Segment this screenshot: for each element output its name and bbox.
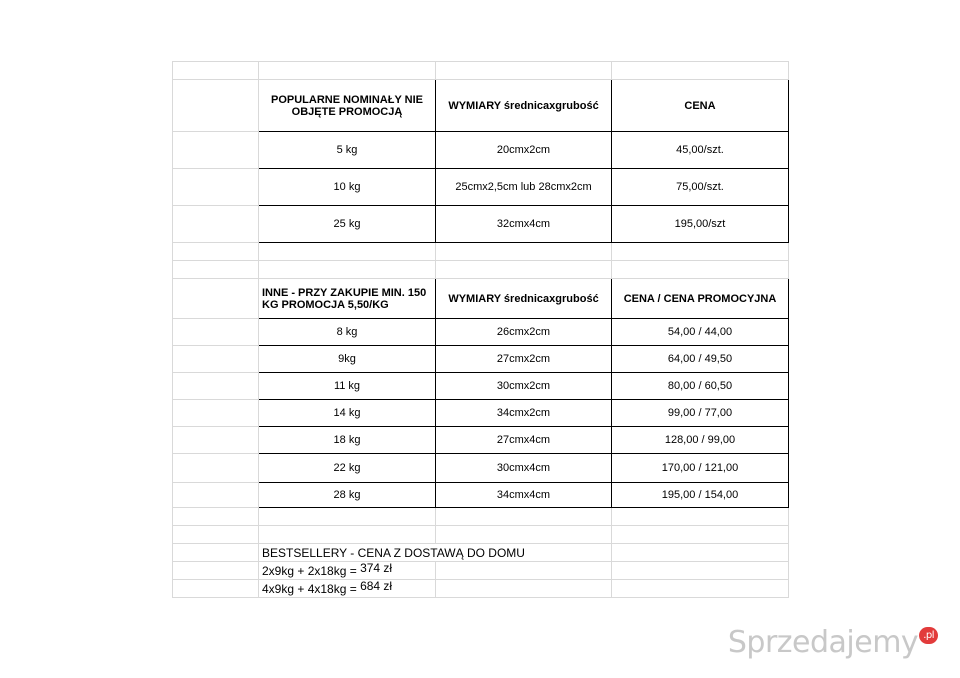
table2-dimensions: 34cmx4cm [436,483,612,508]
table1-row [173,132,789,169]
table2-row [173,483,789,508]
bestseller-item [173,562,789,580]
table2-row [173,427,789,454]
table2-header-price: CENA / CENA PROMOCYJNA [612,279,789,319]
bestseller-item [173,580,789,598]
table2-weight: 18 kg [259,427,436,454]
table2-price: 170,00 / 121,00 [612,454,789,483]
table2-row [173,346,789,373]
bestseller-label: 2x9kg + 2x18kg = [262,563,357,578]
bestseller-label: 4x9kg + 4x18kg = [262,581,357,596]
table2-row [173,373,789,400]
bestseller-price: 374 zł [360,561,393,575]
table2-weight: 9kg [259,346,436,373]
watermark-suffix: .pl [919,627,938,644]
table1-dimensions: 32cmx4cm [436,206,612,243]
table2-price: 99,00 / 77,00 [612,400,789,427]
empty-row [173,261,789,279]
table2-weight: 14 kg [259,400,436,427]
table2-weight: 11 kg [259,373,436,400]
empty-row [173,508,789,526]
table2-price: 195,00 / 154,00 [612,483,789,508]
table2-weight: 22 kg [259,454,436,483]
table2-price: 54,00 / 44,00 [612,319,789,346]
table1-header-dimensions: WYMIARY średnicaxgrubość [436,80,612,132]
table1-weight: 25 kg [259,206,436,243]
table2-header-weight: INNE - PRZY ZAKUPIE MIN. 150 KG PROMOCJA 5,50/KG [259,279,436,319]
table1-price: 75,00/szt. [612,169,789,206]
table2-row [173,454,789,483]
table2-price: 64,00 / 49,50 [612,346,789,373]
table1-weight: 10 kg [259,169,436,206]
table2-dimensions: 27cmx2cm [436,346,612,373]
bestsellers-title: BESTSELLERY - CENA Z DOSTAWĄ DO DOMU [259,544,612,562]
table2-dimensions: 30cmx4cm [436,454,612,483]
watermark-logo [728,625,938,660]
empty-row [173,243,789,261]
table2-dimensions: 30cmx2cm [436,373,612,400]
empty-row [173,526,789,544]
table2-dimensions: 26cmx2cm [436,319,612,346]
table1-dimensions: 25cmx2,5cm lub 28cmx2cm [436,169,612,206]
table2-header-row [173,279,789,319]
table1-weight: 5 kg [259,132,436,169]
table2-weight: 28 kg [259,483,436,508]
table2-header-dimensions: WYMIARY średnicaxgrubość [436,279,612,319]
table1-header-price: CENA [612,80,789,132]
table1-row [173,206,789,243]
price-sheet [172,61,789,598]
table1-row [173,169,789,206]
bestseller-item-cell [259,562,436,580]
table1-header-weight: POPULARNE NOMINAŁY NIE OBJĘTE PROMOCJĄ [259,80,436,132]
bestsellers-title-row [173,544,789,562]
table1-dimensions: 20cmx2cm [436,132,612,169]
table2-weight: 8 kg [259,319,436,346]
table2-row [173,400,789,427]
bestseller-price: 684 zł [360,579,393,593]
empty-row [173,62,789,80]
table2-price: 128,00 / 99,00 [612,427,789,454]
bestseller-item-cell [259,580,436,598]
watermark-text: Sprzedajemy [727,625,919,660]
table2-row [173,319,789,346]
table1-header-row [173,80,789,132]
table1-price: 195,00/szt [612,206,789,243]
table2-dimensions: 27cmx4cm [436,427,612,454]
table1-price: 45,00/szt. [612,132,789,169]
table2-price: 80,00 / 60,50 [612,373,789,400]
table2-dimensions: 34cmx2cm [436,400,612,427]
